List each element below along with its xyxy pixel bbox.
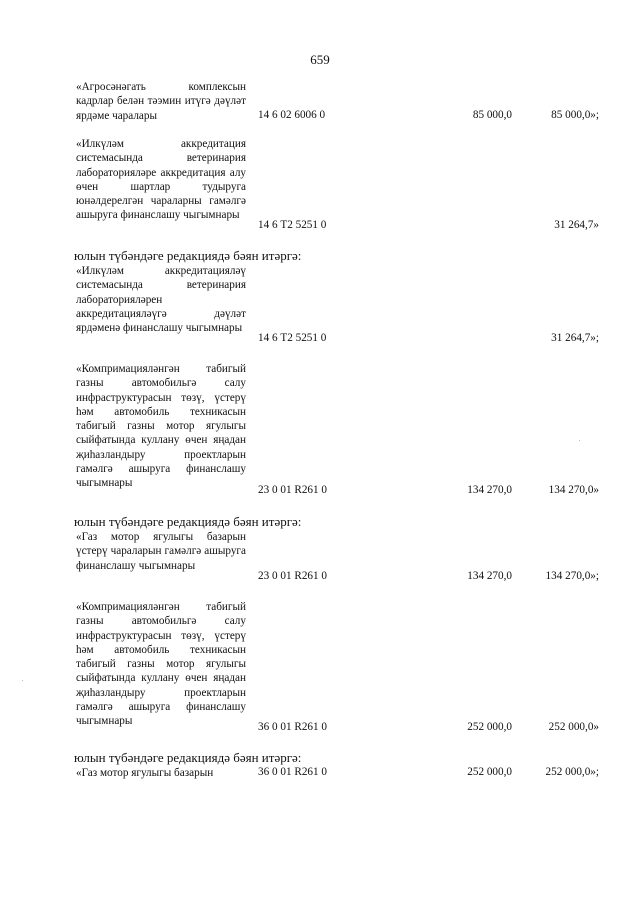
row-description: «Агросәнәгать комплексын кадрлар белән тәэмин итүгә дәүләт ярдәме чаралары xyxy=(76,81,246,122)
row-description: «Илкүләм аккредитация системасында ветеринария лабораторияләре аккредитация алу өчен шартлар тудыруга юнәлдерелгән чараларны гамәлгә ашыруга финанслашу чыгымнары xyxy=(76,138,246,222)
row-value-2: 134 270,0»; xyxy=(545,570,599,582)
intro-text: юлын түбәндәге редакциядә бәян итәргә: xyxy=(74,514,302,529)
row-value-2: 31 264,7» xyxy=(554,219,599,231)
row-description: «Газ мотор ягулыгы базарын xyxy=(76,767,214,779)
row-code: 14 6 Т2 5251 0 xyxy=(258,219,327,231)
scan-speck xyxy=(22,680,23,681)
row-value-2: 252 000,0» xyxy=(548,721,599,733)
row-code: 14 6 Т2 5251 0 xyxy=(258,332,327,344)
scan-speck xyxy=(579,440,580,441)
row-value-1: 134 270,0 xyxy=(467,484,512,496)
row-code: 36 0 01 R261 0 xyxy=(258,766,327,778)
row-description: «Газ мотор ягулыгы базарын үстерү чараларын гамәлгә ашыруга финанслашу чыгымнары xyxy=(76,531,246,572)
row-value-2: 134 270,0» xyxy=(548,484,599,496)
row-value-2: 31 264,7»; xyxy=(551,332,599,344)
row-code: 23 0 01 R261 0 xyxy=(258,484,327,496)
row-value-1: 85 000,0 xyxy=(472,109,512,121)
intro-text: юлын түбәндәге редакциядә бәян итәргә: xyxy=(74,248,302,263)
page-number: 659 xyxy=(310,52,330,67)
row-code: 14 6 02 6006 0 xyxy=(258,109,326,121)
row-description: «Компримацияләнгән табигый газны автомобильгә салу инфраструктурасын төзү, үстерү һәм автомобиль техникасын табигый газны мотор ягулыгы сыйфатында куллану өчен яңадан җиһазландыру проектларын гамәлгә ашыруга финанслашу чыгымнары xyxy=(76,601,246,728)
row-description: «Компримацияләнгән табигый газны автомобильгә салу инфраструктурасын төзү, үстерү һәм автомобиль техникасын табигый газны мотор ягулыгы сыйфатында куллану өчен яңадан җиһазландыру проектларын гамәлгә ашыруга финанслашу чыгымнары xyxy=(76,363,246,490)
intro-text: юлын түбәндәге редакциядә бәян итәргә: xyxy=(74,750,302,765)
row-value-2: 85 000,0»; xyxy=(551,109,599,121)
row-value-2: 252 000,0»; xyxy=(545,766,599,778)
row-description: «Илкүләм аккредитацияләү системасында ветеринария лабораторияләрен аккредитацияләүгә дәүләт ярдәменә финанслашу чыгымнары xyxy=(76,265,246,335)
row-code: 23 0 01 R261 0 xyxy=(258,570,327,582)
row-value-1: 134 270,0 xyxy=(467,570,512,582)
row-value-1: 252 000,0 xyxy=(467,721,512,733)
row-value-1: 252 000,0 xyxy=(467,766,512,778)
row-code: 36 0 01 R261 0 xyxy=(258,721,327,733)
